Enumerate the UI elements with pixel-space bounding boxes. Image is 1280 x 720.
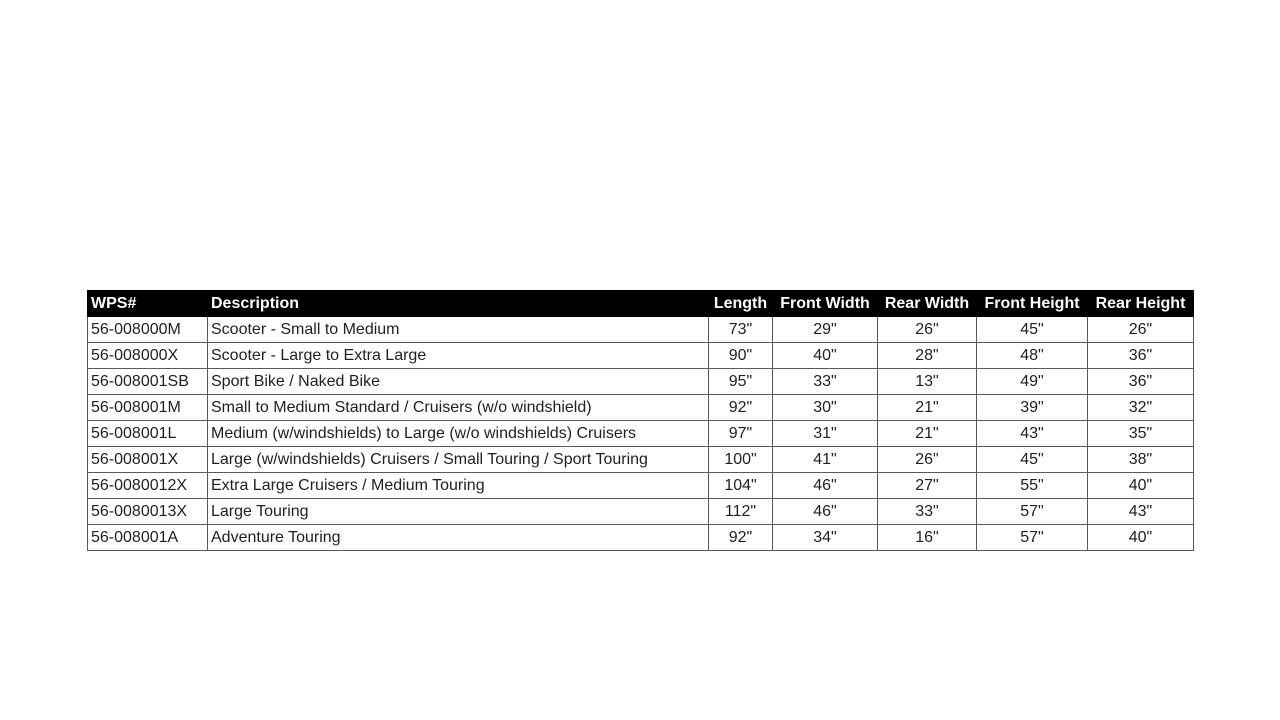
table-cell: Scooter - Small to Medium bbox=[208, 317, 709, 343]
table-cell: 48" bbox=[977, 343, 1088, 369]
table-cell: 16" bbox=[878, 525, 977, 551]
table-cell: 35" bbox=[1088, 421, 1194, 447]
header-cell-description: Description bbox=[208, 291, 709, 317]
table-cell: 21" bbox=[878, 395, 977, 421]
table-row bbox=[88, 317, 1194, 343]
table-cell: 33" bbox=[773, 369, 878, 395]
table-cell: 31" bbox=[773, 421, 878, 447]
header-cell-wps: WPS# bbox=[88, 291, 208, 317]
cover-size-table-container bbox=[87, 290, 1193, 551]
table-cell: 90" bbox=[709, 343, 773, 369]
header-cell-length: Length bbox=[709, 291, 773, 317]
table-cell: 30" bbox=[773, 395, 878, 421]
table-cell: 73" bbox=[709, 317, 773, 343]
table-cell: 45" bbox=[977, 317, 1088, 343]
table-row bbox=[88, 421, 1194, 447]
table-cell: 13" bbox=[878, 369, 977, 395]
table-cell: 34" bbox=[773, 525, 878, 551]
table-cell: 46" bbox=[773, 473, 878, 499]
table-cell: 92" bbox=[709, 525, 773, 551]
table-cell: 95" bbox=[709, 369, 773, 395]
table-row bbox=[88, 499, 1194, 525]
table-row bbox=[88, 395, 1194, 421]
table-cell: 32" bbox=[1088, 395, 1194, 421]
table-cell: 57" bbox=[977, 525, 1088, 551]
table-cell: 56-0080012X bbox=[88, 473, 208, 499]
table-cell: 92" bbox=[709, 395, 773, 421]
table-cell: Extra Large Cruisers / Medium Touring bbox=[208, 473, 709, 499]
header-cell-rear-width: Rear Width bbox=[878, 291, 977, 317]
table-cell: 27" bbox=[878, 473, 977, 499]
table-cell: 112" bbox=[709, 499, 773, 525]
cover-size-table bbox=[87, 290, 1194, 551]
table-cell: 21" bbox=[878, 421, 977, 447]
table-header-row bbox=[88, 291, 1194, 317]
table-cell: Large (w/windshields) Cruisers / Small Touring / Sport Touring bbox=[208, 447, 709, 473]
table-cell: 56-008000M bbox=[88, 317, 208, 343]
table-cell: 97" bbox=[709, 421, 773, 447]
table-cell: 43" bbox=[1088, 499, 1194, 525]
table-cell: 41" bbox=[773, 447, 878, 473]
table-cell: 36" bbox=[1088, 369, 1194, 395]
table-cell: 56-008001A bbox=[88, 525, 208, 551]
table-cell: 56-008001X bbox=[88, 447, 208, 473]
table-cell: 33" bbox=[878, 499, 977, 525]
table-cell: 40" bbox=[1088, 473, 1194, 499]
table-cell: 28" bbox=[878, 343, 977, 369]
table-cell: 49" bbox=[977, 369, 1088, 395]
table-cell: 45" bbox=[977, 447, 1088, 473]
table-row bbox=[88, 473, 1194, 499]
table-cell: 39" bbox=[977, 395, 1088, 421]
table-cell: Scooter - Large to Extra Large bbox=[208, 343, 709, 369]
header-cell-front-height: Front Height bbox=[977, 291, 1088, 317]
table-cell: 29" bbox=[773, 317, 878, 343]
table-cell: 57" bbox=[977, 499, 1088, 525]
table-cell: 100" bbox=[709, 447, 773, 473]
table-cell: 56-008000X bbox=[88, 343, 208, 369]
table-row bbox=[88, 343, 1194, 369]
table-body bbox=[88, 317, 1194, 551]
table-cell: 40" bbox=[773, 343, 878, 369]
table-cell: 36" bbox=[1088, 343, 1194, 369]
table-cell: Small to Medium Standard / Cruisers (w/o windshield) bbox=[208, 395, 709, 421]
table-cell: 56-0080013X bbox=[88, 499, 208, 525]
table-cell: 26" bbox=[1088, 317, 1194, 343]
table-cell: Medium (w/windshields) to Large (w/o windshields) Cruisers bbox=[208, 421, 709, 447]
header-cell-front-width: Front Width bbox=[773, 291, 878, 317]
table-cell: 56-008001M bbox=[88, 395, 208, 421]
table-cell: 56-008001L bbox=[88, 421, 208, 447]
table-row bbox=[88, 369, 1194, 395]
table-cell: 40" bbox=[1088, 525, 1194, 551]
table-cell: 104" bbox=[709, 473, 773, 499]
table-row bbox=[88, 447, 1194, 473]
table-cell: 43" bbox=[977, 421, 1088, 447]
table-cell: 26" bbox=[878, 317, 977, 343]
table-cell: 56-008001SB bbox=[88, 369, 208, 395]
table-header bbox=[88, 291, 1194, 317]
header-cell-rear-height: Rear Height bbox=[1088, 291, 1194, 317]
table-cell: 55" bbox=[977, 473, 1088, 499]
table-cell: Large Touring bbox=[208, 499, 709, 525]
table-cell: Adventure Touring bbox=[208, 525, 709, 551]
table-cell: 46" bbox=[773, 499, 878, 525]
table-row bbox=[88, 525, 1194, 551]
table-cell: 26" bbox=[878, 447, 977, 473]
table-cell: Sport Bike / Naked Bike bbox=[208, 369, 709, 395]
table-cell: 38" bbox=[1088, 447, 1194, 473]
